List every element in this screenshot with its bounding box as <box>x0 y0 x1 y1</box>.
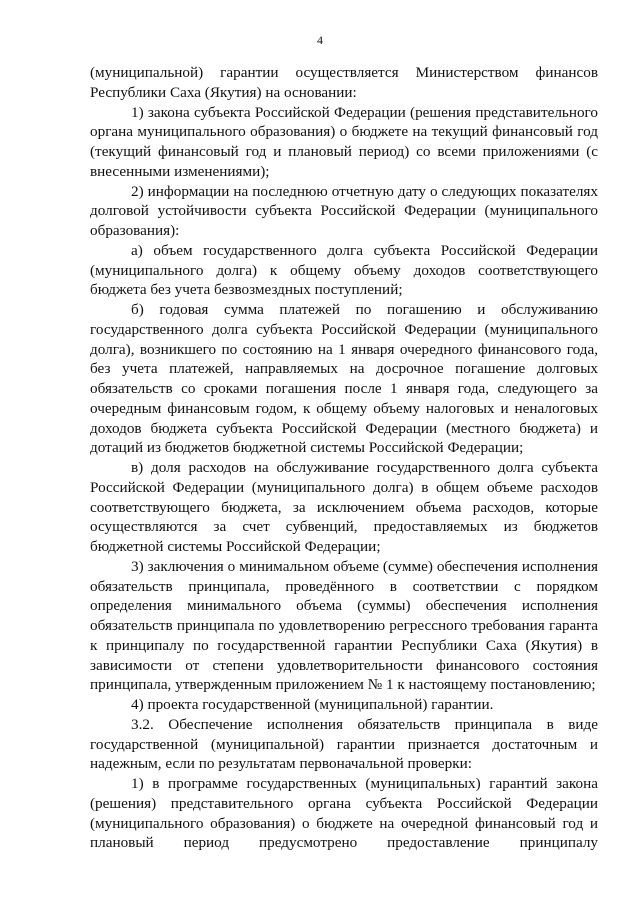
paragraph-item-1-guarantee-program: 1) в программе государственных (муниципальных) гарантий закона (решения) представительного органа субъекта Российской Федерации (муниципального образования) о бюджете на очередной финансовый год и плановый период предусмотрено предоставление принципалу <box>90 775 598 852</box>
paragraph-section-3-2: 3.2. Обеспечение исполнения обязательств принципала в виде государственной (муниципальной) гарантии признается достаточным и надежным, если по результатам первоначальной проверки: <box>90 715 598 773</box>
paragraph-item-2-debt-sustainability: 2) информации на последнюю отчетную дату о следующих показателях долговой устойчивости субъекта Российской Федерации (муниципального образования): <box>90 182 598 239</box>
paragraph-item-1-budget-law: 1) закона субъекта Российской Федерации (решения представительного органа муниципального образования) о бюджете на текущий финансовый год (текущий финансовый год и плановый период) со всеми приложениями (с внесенными изменениями); <box>90 103 598 180</box>
document-body <box>90 63 598 853</box>
paragraph-subitem-b: б) годовая сумма платежей по погашению и обслуживанию государственного долга субъекта Российской Федерации (муниципального долга), возникшего по состоянию на 1 января очередного финансового года, без учета платежей, направляемых на досрочное погашение долговых обязательств со сроками погашения после 1 января года, следующего за очередным финансовым годом, к общему объему налоговых и неналоговых доходов бюджета субъекта Российской Федерации (местного бюджета) и дотаций из бюджетов бюджетной системы Российской Федерации; <box>90 301 598 457</box>
paragraph-item-4-guarantee-draft: 4) проекта государственной (муниципальной) гарантии. <box>131 696 494 713</box>
paragraph-subitem-a: а) объем государственного долга субъекта Российской Федерации (муниципального долга) к общему объему доходов соответствующего бюджета без учета безвозмездных поступлений; <box>90 241 598 299</box>
paragraph-subitem-v: в) доля расходов на обслуживание государственного долга субъекта Российской Федерации (муниципального долга) в общем объеме расходов соответствующего бюджета, за исключением объема расходов, которые осуществляются за счет субвенций, предоставляемых из бюджетов бюджетной системы Российской Федерации; <box>90 459 598 555</box>
paragraph-item-3-conclusion: 3) заключения о минимальном объеме (сумме) обеспечения исполнения обязательств принципала, проведённого в соответствии с порядком определения минимального объема (суммы) обеспечения исполнения обязательств принципала по удовлетворению регрессного требования гаранта к принципалу по государственной гарантии Республики Саха (Якутия) в зависимости от степени удовлетворительности финансового состояния принципала, утвержденным приложением № 1 к настоящему постановлению; <box>90 557 598 694</box>
paragraph-continuation: (муниципальной) гарантии осуществляется Министерством финансов Республики Саха (Якутия) на основании: <box>90 64 598 101</box>
page-number: 4 <box>317 33 323 47</box>
